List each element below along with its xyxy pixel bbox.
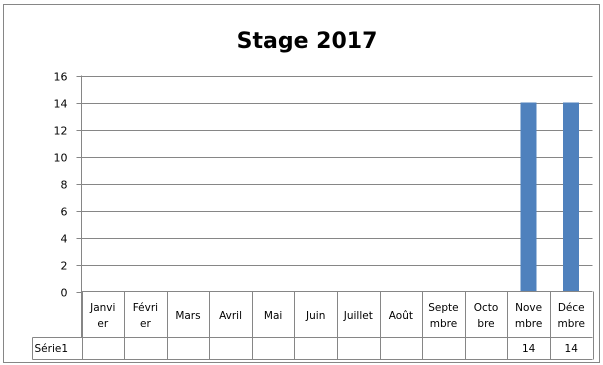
chart-title: Stage 2017: [236, 29, 378, 54]
x-category-label: mbre: [514, 318, 543, 330]
y-tick-label: 12: [53, 124, 68, 138]
bar: [521, 103, 537, 292]
x-category-label: Nove: [515, 302, 543, 314]
y-tick-label: 10: [53, 151, 68, 165]
x-category-label: Avril: [219, 310, 243, 322]
y-tick-label: 8: [60, 178, 68, 192]
x-category-label: Juin: [306, 310, 326, 322]
x-category-label: mbre: [429, 318, 458, 330]
x-category-label: Févri: [132, 302, 159, 314]
x-category-label: Septe: [428, 302, 459, 314]
series-name-label: Série1: [34, 343, 68, 355]
x-category-label: Juillet: [343, 310, 373, 322]
x-category-label: er: [97, 318, 109, 330]
y-tick-label: 6: [60, 205, 68, 219]
x-category-label: Janvi: [90, 302, 116, 314]
x-category-label: mbre: [557, 318, 585, 330]
x-category-label: Mars: [175, 310, 201, 322]
x-category-label: Déce: [557, 302, 585, 314]
data-table-value: 14: [521, 343, 536, 355]
y-tick-label: 4: [60, 232, 68, 246]
y-tick-label: 2: [60, 259, 68, 273]
y-tick-label: 16: [53, 70, 68, 84]
y-tick-label: 0: [60, 286, 68, 300]
x-category-label: Août: [388, 310, 413, 322]
y-tick-label: 14: [53, 97, 68, 111]
x-category-label: bre: [477, 318, 495, 330]
bar: [563, 103, 579, 292]
x-category-label: er: [139, 318, 151, 330]
x-category-label: Mai: [263, 310, 283, 322]
x-category-label: Octo: [473, 302, 499, 314]
data-table-value: 14: [564, 343, 578, 355]
